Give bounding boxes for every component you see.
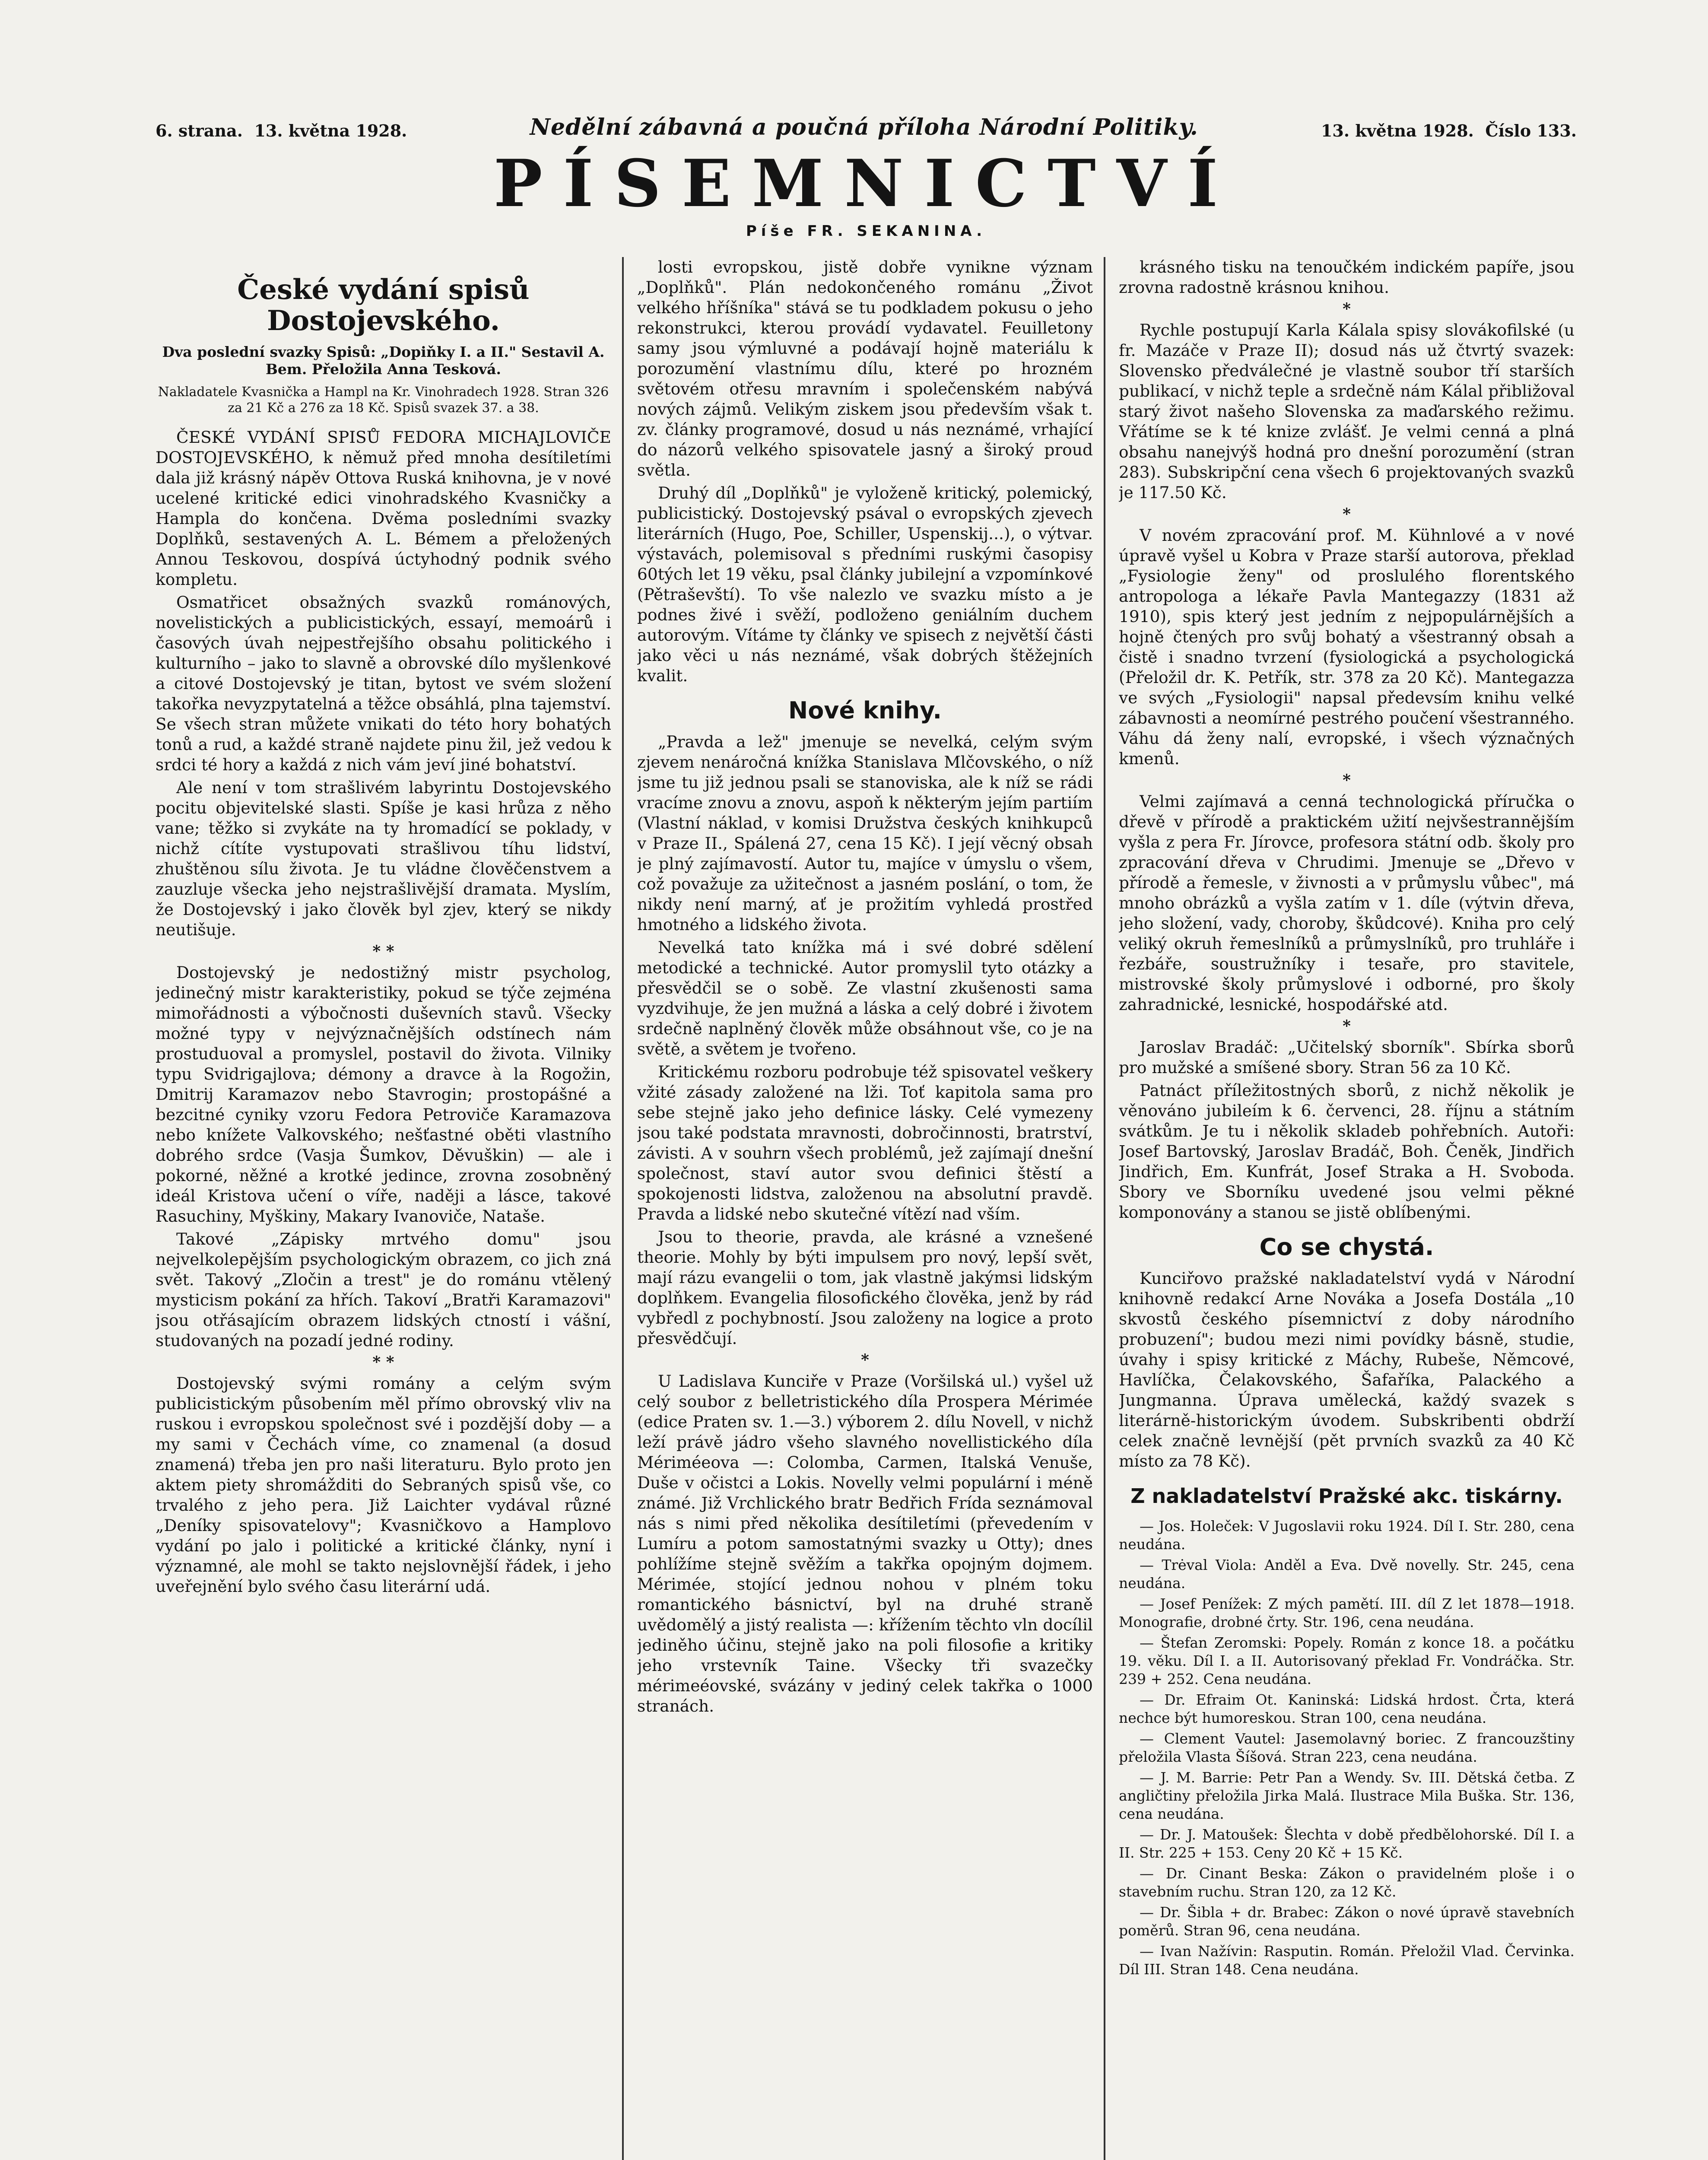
- paragraph: Takové „Zápisky mrtvého domu" jsou nejvelkolepějším psychologickým obrazem, co jich zná svět. Takový „Zločin a trest" je do románu vtělený mysticism pokání za hřích. Takoví „Bratři Karamazovi" jsou otřásajícím obrazem lidských ctností i vášní, studovaných na pozadí jedné rodiny.: [156, 1229, 611, 1350]
- supplement-title: Nedělní zábavná a poučná příloha Národní Politiky.: [530, 114, 1198, 140]
- paragraph: Rychle postupují Karla Kálala spisy slovákofilské (u fr. Mazáče v Praze II); dosud nás už čtvrtý svazek: Slovensko předválečné je vlastně soubor tří starších publikací, v nichž teple a srdečně nám Kálal přibližoval starý život našeho Slovenska za maďarského režimu. Vřátíme se k té knize zvlášť. Je velmi cenná a plná obsahu nanejvýš hodná pro dnešní porozumění (stran 283). Subskripční cena všech 6 projektovaných svazků je 117.50 Kč.: [1119, 321, 1575, 502]
- paragraph: Jsou to theorie, pravda, ale krásné a vznešené theorie. Mohly by býti impulsem pro nový, lepší svět, mají rázu evangelii o tom, jak vlastně jakýmsi lidským doplňkem. Evangelia filosofického člověka, jenž by rád vybředl z pochybností. Jsou založeny na logice a proto přesvědčují.: [637, 1227, 1093, 1348]
- article-imprint: Nakladatele Kvasnička a Hampl na Kr. Vinohradech 1928. Stran 326 za 21 Kč a 276 za 18 Kč. Spisů svazek 37. a 38.: [158, 384, 609, 416]
- page-frame: [156, 93, 1577, 2160]
- paragraph: U Ladislava Kunciře v Praze (Voršilská ul.) vyšel už celý soubor z belletristického díla Prospera Mérimée (edice Praten sv. 1.—3.) výborem 2. dílu Novell, v nichž leží právě jádro všeho slavného novellistického díla Mériméeova —: Colomba, Carmen, Italská Venuše, Duše v očistci a Lokis. Novelly velmi populární i méně známé. Již Vrchlického bratr Bedřich Frída seznámoval nás s nimi před několika desítiletími (převedením v Lumíru a potom samostatnými svazky u Otty); dnes pohlížíme stejně svěžím a takřka opojným dojmem. Mérimée, stojící jednou nohou v plném toku romantického básnictví, byl na druhé straně uvědomělý a jistý realista —: křížením těchto vln docílil jediněho účinu, stejně jako na poli filosofie a kritiky jeho vrstevník Taine. Všecky tři svazečky mérimeéovské, svázány v jediný celek takřka o 1000 stranách.: [637, 1372, 1093, 1715]
- section-byline: Píše FR. SEKANINA.: [746, 222, 987, 240]
- paragraph: Dostojevský svými romány a celým svým publicistickým působením měl přímo obrovský vliv na ruskou i evropskou společnost své i pozdější doby — a my sami v Čechách víme, co znamenal (a dosud znamená) třeba jen pro naši literaturu. Bylo proto jen aktem piety shromážditi do Sebraných spisů vše, co trvalého z jeho pera. Již Laichter vydával různé „Deníky spisovatelovy"; Kvasničkovo a Hamplovo vydání po jalo i politické a kritické články, nyní i významné, ale mohl se takto nejslovnější řádek, i jeho uveřejnění bylo svého času literární udá.: [156, 1374, 611, 1596]
- list-item: — Dr. J. Matoušek: Šlechta v době předbělohorské. Díl I. a II. Str. 225 + 153. Ceny 20 Kč + 15 Kč.: [1119, 1826, 1575, 1861]
- paragraph: Dostojevský je nedostižný mistr psycholog, jedinečný mistr karakteristiky, pokud se týče zejména mimořádnosti a výbočnosti duševních stavů. Všecky možné typy v nejvýznačnějších odstínech nám prostuduoval a promyslel, postavil do života. Vilniky typu Svidrigajlova; démony a dravce à la Rogožin, Dmitrij Karamazov nebo Stavrogin; prostopášné a bezcitné cyniky vzoru Fedora Petroviče Karamazova nebo knížete Valkovského; nešťastné oběti vlastního dobrého srdce (Vasja Šumkov, Děvuškin) — ale i pokorné, něžné a krotké jedince, zrovna zosobněný ideál Kristova učení o víře, naději a lásce, takové Rasuchiny, Myškiny, Makary Ivanoviče, Nataše.: [156, 963, 611, 1226]
- date-right: 13. května 1928.: [1321, 121, 1474, 140]
- running-head: [156, 110, 1577, 140]
- list-item: — Dr. Cinant Beska: Zákon o pravidelném ploše i o stavebním ruchu. Stran 120, za 12 Kč.: [1119, 1865, 1575, 1900]
- section-divider: *: [1343, 771, 1351, 789]
- section-divider: * *: [372, 942, 394, 960]
- issue-info: [1321, 121, 1577, 140]
- paragraph: Druhý díl „Doplňků" je vyloženě kritický, polemický, publicistický. Dostojevský psával o evropských zjevech literárních (Hugo, Poe, Schiller, Uspenskij...), o výtvar. výstavách, polemisoval s předními ruskými časopisy 60tých let 19 věku, psal články jubilejní a vzpomínkové (Pětraševští). To vše nalezlo ve svazku místo a je podnes živé i svěží, podloženo geniálním duchem autorovým. Vítáme ty články ve spisech z největší části jako věci u nás neznámé, však dobrých štěžejních kvalit.: [637, 483, 1093, 685]
- section-divider: *: [1343, 1017, 1351, 1035]
- list-item: — Ivan Nažívin: Rasputin. Román. Přeložil Vlad. Červinka. Díl III. Stran 148. Cena neudána.: [1119, 1943, 1575, 1978]
- section-masthead: PÍSEMNICTVÍ: [493, 146, 1239, 222]
- article-subtitle: Dva poslední svazky Spisů: „Dopiňky I. a II." Sestavil A. Bem. Přeložila Anna Tesková.: [162, 343, 605, 378]
- list-item: — Dr. Efraim Ot. Kaninská: Lidská hrdost. Črta, která nechce být humoreskou. Stran 100, cena neudána.: [1119, 1691, 1575, 1726]
- issue-number: Číslo 133.: [1485, 121, 1577, 140]
- article-title: České vydání spisů Dostojevského.: [237, 273, 530, 337]
- section-heading: Co se chystá.: [1259, 1233, 1434, 1261]
- column-1: [156, 257, 611, 2160]
- section-divider: *: [1343, 300, 1351, 318]
- paragraph: losti evropskou, jistě dobře vynikne význam „Doplňků". Plán nedokončeného románu „Život velkého hříšníka" stává se tu podkladem pokusu o jeho rekonstrukci, kterou provádí vydavatel. Feuilletony samy jsou výmluvné a podávají hojně materiálu k porozumění vlastnímu dílu, které po hrozném světovém otřesu mravním i společenském nabývá nových zájmů. Velikým ziskem jsou především však t. zv. články programové, dosud u nás neznámé, vrhající do názorů velkého spisovatele jasný a široký proud světla.: [637, 257, 1093, 480]
- paragraph: „Pravda a lež" jmenuje se nevelká, celým svým zjevem nenáročná knížka Stanislava Mlčovského, o níž jsme tu již jednou psali se stanoviska, ale k níž se rádi vracíme znovu a znovu, aspoň k některým jejím partiím (Vlastní náklad, v komisi Družstva českých knihkupců v Praze II., Spálená 27, cena 15 Kč). I její věcný obsah je plný zajímavostí. Autor tu, majíce v úmyslu o všem, což považuje za užitečnost a jasném poslání, o tom, že nikdy není marný, ať je prožitím vyhledá prostřed hmotného a lidského života.: [637, 732, 1093, 934]
- paragraph: Ale není v tom strašlivém labyrintu Dostojevského pocitu objevitelské slasti. Spíše je kasi hrůza z něho vane; těžko si zvykáte na ty hromadící se poklady, v nichž cítíte vystupovati strašlivou tíhu lidství, zhuštěnou sílu života. Je tu vládne člověčenstvem a zauzluje všecka jeho nejstrašlivější dramata. Myslím, že Dostojevský i jako člověk byl zjev, který se nikdy neutišuje.: [156, 778, 611, 939]
- paragraph: Patnáct příležitostných sborů, z nichž několik je věnováno jubileím k 6. červenci, 28. říjnu a státním svátkům. Je tu i několik skladeb pohřebních. Autoři: Josef Bartovský, Jaroslav Bradáč, Boh. Čeněk, Jindřich Jindřich, Em. Kunfrát, Josef Straka a H. Svoboda. Sbory ve Sborníku uvedené jsou velmi pěkné komponovány a stanou se jistě oblíbenými.: [1119, 1081, 1575, 1222]
- section-divider: *: [861, 1351, 869, 1369]
- paragraph: Nevelká tato knížka má i své dobré sdělení metodické a technické. Autor promyslil tyto otázky a přesvědčil se o sobě. Ze vlastní zkušenosti sama vyzdvihuje, že jen mužná a láska a celý dobré i životem srdečně naplněný člověk může obsáhnout vše, co je na světě, a světem je tvořeno.: [637, 938, 1093, 1058]
- paragraph: krásného tisku na tenoučkém indickém papíře, jsou zrovna radostně krásnou knihou.: [1119, 257, 1575, 297]
- paragraph: Osmatřicet obsažných svazků románových, novelistických a publicistických, essayí, memoárů i časových úvah nejpestřejšího obsahu politického i kulturního – jako to slavně a obrovské dílo myšlenkové a citové Dostojevský je titan, bytost ve svém složení takořka nevyzpytatelná a těžce obsáhlá, plna tajemství. Se všech stran můžete vnikati do této hory bohatých tonů a rud, a každé straně najdete pinu žil, jež vedou k srdci té hory a každá z nich vám jeví jiné bohatství.: [156, 593, 611, 774]
- paragraph: Kunciřovo pražské nakladatelství vydá v Národní knihovně redakcí Arne Nováka a Josefa Dostála „10 skvostů českého písemnictví z doby národního probuzení"; budou mezi nimi povídky básně, studie, úvahy i spisy kritické z Máchy, Rubeše, Němcové, Havlíčka, Čelakovského, Šafaříka, Palackého a Jungmanna. Úprava umělecká, každý svazek s literárně-historickým úvodem. Subskribenti obdrží celek značně levnější (pět prvních svazků za 40 Kč místo za 78 Kč).: [1119, 1269, 1575, 1471]
- column-2: [637, 257, 1093, 2160]
- paragraph: Jaroslav Bradáč: „Učitelský sborník". Sbírka sborů pro mužské a smíšené sbory. Stran 56 za 10 Kč.: [1119, 1038, 1575, 1077]
- list-item: — Josef Penížek: Z mých pamětí. III. díl Z let 1878—1918. Monografie, drobné črty. Str. 196, cena neudána.: [1119, 1595, 1575, 1630]
- list-item: — Štefan Zeromski: Popely. Román z konce 18. a počátku 19. věku. Díl I. a II. Autorisovaný překlad Fr. Vondráčka. Str. 239 + 252. Cena neudána.: [1119, 1634, 1575, 1687]
- list-item: — Jos. Holeček: V Jugoslavii roku 1924. Díl I. Str. 280, cena neudána.: [1119, 1518, 1575, 1553]
- list-item: — Trėval Viola: Anděl a Eva. Dvě novelly. Str. 245, cena neudána.: [1119, 1556, 1575, 1591]
- list-item: — Clement Vautel: Jasemolavný boriec. Z francouzštiny přeložila Vlasta Šíšová. Stran 223, cena neudána.: [1119, 1730, 1575, 1765]
- list-item: — Dr. Šibla + dr. Brabec: Zákon o nové úpravě stavebních poměrů. Stran 96, cena neudána.: [1119, 1904, 1575, 1939]
- section-heading: Nové knihy.: [788, 697, 942, 724]
- paragraph: Velmi zajímavá a cenná technologická příručka o dřevě v přírodě a praktickém užití nejvšestrannějším vyšla z pera Fr. Jírovce, profesora státní odb. školy pro zpracování dřeva v Chrudimi. Jmenuje se „Dřevo v přírodě a řemesle, v živnosti a v průmyslu vůbec", má mnoho obrázků a vyšla zatím v 1. díle (výtvin dřeva, jeho složení, vady, choroby, škůdcové). Kniha pro celý veliký okruh řemeslníků a průmyslníků, pro truhláře i řezbáře, soustružníky i tesaře, pro stavitele, mistrovské školy průmyslové i odborné, pro školy zahradnické, lesnické, hospodářské atd.: [1119, 792, 1575, 1014]
- column-rule: [622, 257, 624, 2160]
- paragraph: Kritickému rozboru podrobuje též spisovatel veškery vžité zásady založené na lži. Toť kapitola sama pro sebe stejně jako jeho definice lásky. Celé vymezeny jsou také podstata mravnosti, dobročinnosti, bratrství, závisti. A v souhrn všech problémů, jež zajímají dnešní společnost, staví autor svou definici štěstí a spokojenosti lidstva, založenou na absolutní pravdě. Pravda a lidské nebo skutečné vítězí nad vším.: [637, 1062, 1093, 1223]
- paragraph: V novém zpracování prof. M. Kühnlové a v nové úpravě vyšel u Kobra v Praze starší autorova, překlad „Fysiologie ženy" od proslulého florentského antropologa a lékaře Pavla Mantegazzy (1831 až 1910), spis který jest jedním z nejpopulárnějších a hojně čtených pro svůj bohatý a všestranný obsah a čistě i snadno tvrzení (fysiologická a psychologická (Přeložil dr. K. Petřík, str. 378 za 20 Kč). Mantegazza ve svých „Fysiologii" napsal předevsím knihu velké zábavnosti a neomírné pestrého poučení všestranného. Váhu dá ženy nalí, evropské, i všech význačných kmenů.: [1119, 526, 1575, 768]
- page-number: [156, 121, 407, 140]
- paragraph: ČESKÉ VYDÁNÍ SPISŮ FEDORA MICHAJLOVIČE DOSTOJEVSKÉHO, k němuž před mnoha desítiletími dala již krásný nápěv Ottova Ruská knihovna, je v nové ucelené kritické edici vinohradského Kvasničky a Hampla do končena. Dvěma posledními svazky Doplňků, sestavených A. L. Bémem a přeložených Annou Teskovou, dospívá úctyhodný podnik svého kompletu.: [156, 428, 611, 589]
- page-label: 6. strana.: [156, 121, 243, 140]
- column-rule: [1104, 257, 1105, 2160]
- list-item: — J. M. Barrie: Petr Pan a Wendy. Sv. III. Dětská četba. Z angličtiny přeložila Jirka Malá. Ilustrace Mila Buška. Str. 136, cena neudána.: [1119, 1769, 1575, 1822]
- section-divider: *: [1343, 505, 1351, 523]
- date-left: 13. května 1928.: [254, 121, 407, 140]
- column-3: [1119, 257, 1575, 2160]
- section-heading: Z nakladatelství Pražské akc. tiskárny.: [1130, 1484, 1563, 1508]
- section-divider: * *: [372, 1353, 394, 1371]
